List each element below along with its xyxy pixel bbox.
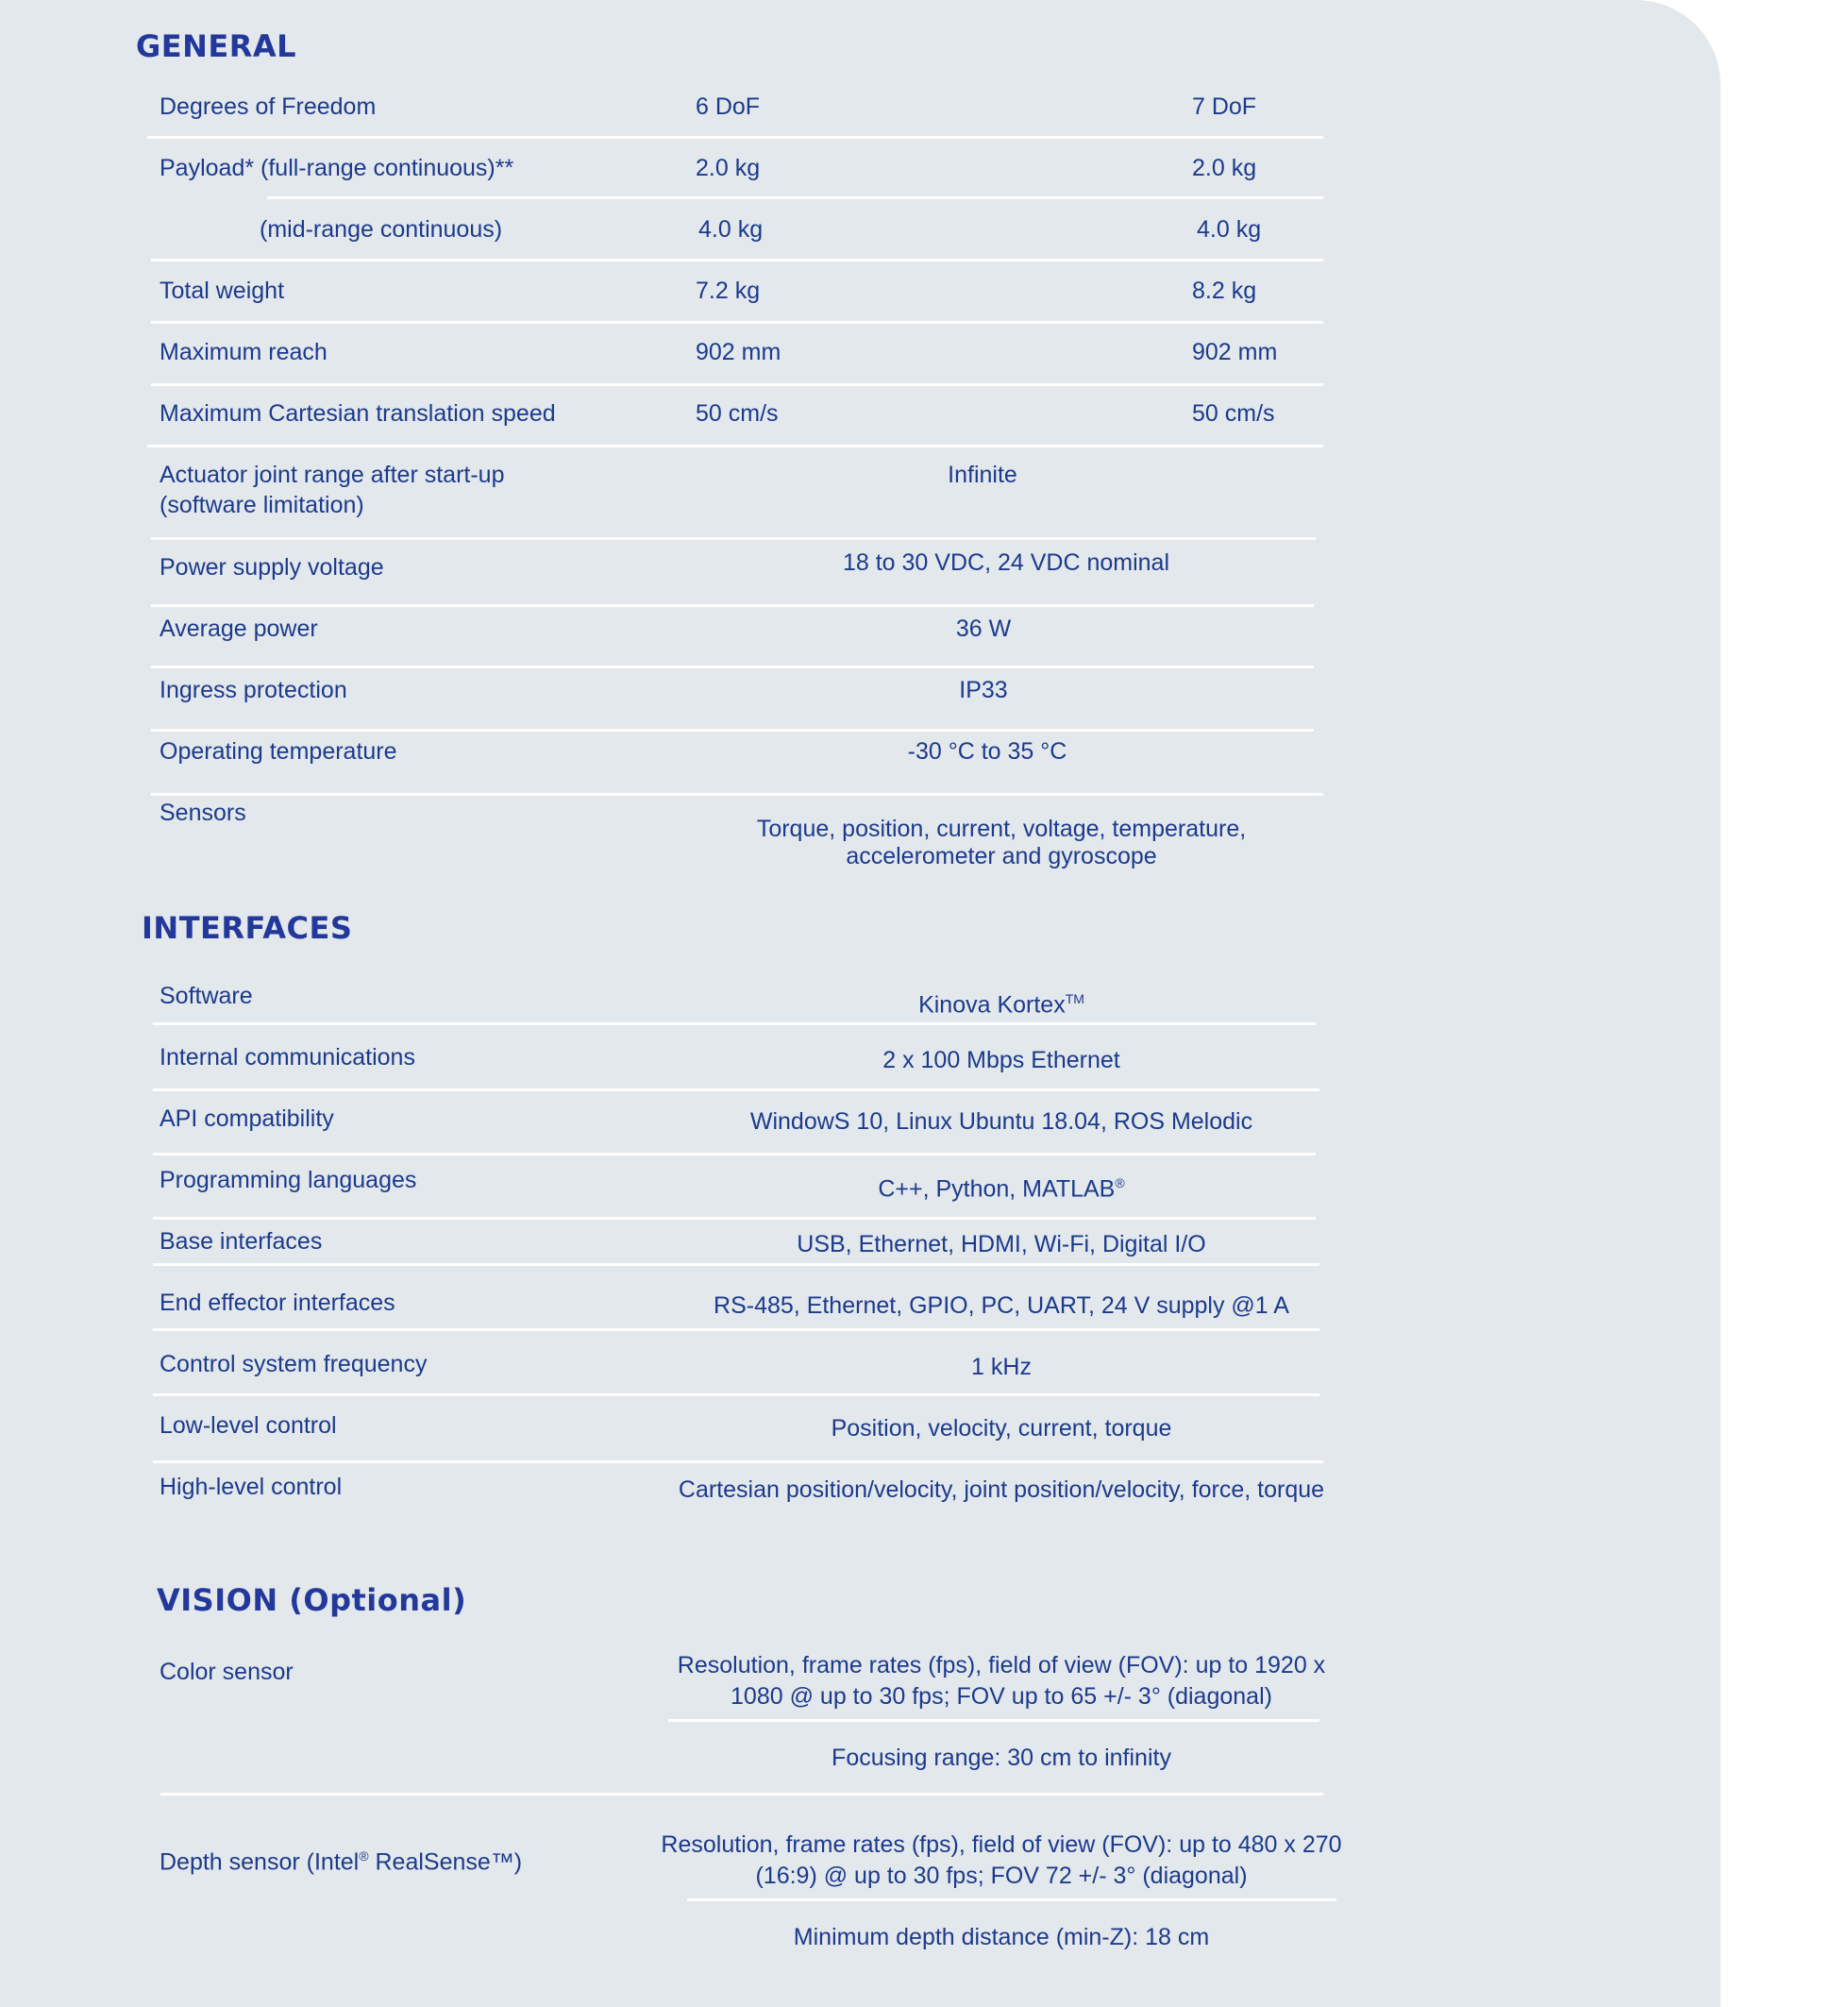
row-divider — [151, 537, 1316, 540]
spec-label: Operating temperature — [160, 738, 397, 765]
spec-value: Torque, position, current, voltage, temperature, — [756, 816, 1247, 842]
row-divider — [153, 1393, 1319, 1396]
spec-label: API compatibility — [160, 1105, 334, 1132]
spec-value-6dof: 4.0 kg — [698, 216, 764, 243]
spec-label: End effector interfaces — [160, 1290, 395, 1316]
row-divider — [147, 445, 1323, 447]
trademark-sup: TM — [1065, 991, 1084, 1006]
spec-label-text: RealSense™) — [368, 1848, 523, 1876]
spec-label: Internal communications — [160, 1044, 415, 1071]
row-divider — [153, 1460, 1323, 1463]
spec-label: Actuator joint range after start-up — [160, 462, 505, 488]
spec-value-7dof: 4.0 kg — [1197, 216, 1262, 243]
spec-value: IP33 — [959, 677, 1008, 703]
row-divider — [151, 383, 1323, 386]
row-divider — [687, 1898, 1336, 1901]
spec-label: (mid-range continuous) — [260, 216, 503, 243]
spec-value: -30 °C to 35 °C — [907, 738, 1067, 765]
section-heading-vision: VISION (Optional) — [157, 1582, 467, 1618]
section-heading-interfaces: INTERFACES — [142, 910, 353, 946]
row-divider — [151, 321, 1323, 324]
spec-value-text: C++, Python, MATLAB — [878, 1175, 1116, 1203]
spec-label: Power supply voltage — [160, 554, 384, 581]
spec-value-7dof: 902 mm — [1192, 339, 1278, 365]
spec-value: Infinite — [948, 462, 1017, 488]
spec-value: RS-485, Ethernet, GPIO, PC, UART, 24 V supply @1 A — [714, 1292, 1289, 1319]
spec-value-6dof: 2.0 kg — [696, 155, 761, 181]
spec-value: 36 W — [955, 616, 1012, 642]
spec-label: Payload* (full-range continuous)** — [160, 155, 514, 181]
spec-value-6dof: 7.2 kg — [696, 278, 761, 304]
spec-label: Maximum reach — [160, 339, 328, 365]
spec-value-7dof: 2.0 kg — [1192, 155, 1257, 181]
spec-label: Total weight — [160, 278, 285, 304]
row-divider — [151, 793, 1323, 796]
spec-label: Color sensor — [160, 1659, 294, 1685]
row-divider — [151, 604, 1314, 607]
spec-value: Resolution, frame rates (fps), field of view (FOV): up to 1920 x — [677, 1652, 1326, 1678]
row-divider — [153, 1328, 1319, 1331]
row-divider — [153, 1263, 1319, 1266]
row-divider — [147, 136, 1323, 139]
spec-value-text: Kinova Kortex — [918, 991, 1066, 1019]
spec-value: Focusing range: 30 cm to infinity — [832, 1745, 1171, 1771]
spec-value — [671, 1168, 1332, 1204]
spec-value-7dof: 50 cm/s — [1192, 400, 1275, 427]
spec-value: WindowS 10, Linux Ubuntu 18.04, ROS Melodic — [749, 1108, 1253, 1135]
row-divider — [153, 1217, 1316, 1220]
row-divider — [160, 1793, 1323, 1796]
section-heading-general: GENERAL — [136, 28, 297, 64]
row-divider — [153, 1022, 1316, 1025]
spec-value: Cartesian position/velocity, joint position/velocity, force, torque — [678, 1476, 1325, 1503]
spec-label: Average power — [160, 616, 318, 642]
spec-value: 1 kHz — [971, 1354, 1032, 1380]
spec-label: Control system frequency — [160, 1351, 428, 1377]
row-divider — [153, 1088, 1319, 1091]
spec-label: High-level control — [160, 1474, 343, 1500]
spec-value: (16:9) @ up to 30 fps; FOV 72 +/- 3° (diagonal) — [755, 1863, 1248, 1889]
row-divider — [267, 196, 1323, 199]
spec-label: Maximum Cartesian translation speed — [160, 400, 556, 427]
spec-value — [671, 984, 1332, 1020]
spec-label: Sensors — [160, 800, 246, 826]
spec-value-6dof: 50 cm/s — [696, 400, 779, 427]
spec-value-6dof: 6 DoF — [696, 93, 761, 120]
spec-value-7dof: 8.2 kg — [1192, 278, 1257, 304]
spec-label: Base interfaces — [160, 1228, 323, 1255]
row-divider — [151, 259, 1323, 261]
spec-value: Minimum depth distance (min-Z): 18 cm — [793, 1924, 1210, 1950]
spec-label: Software — [160, 983, 253, 1009]
spec-label: Programming languages — [160, 1167, 417, 1193]
row-divider — [151, 729, 1314, 732]
registered-sup: ® — [359, 1848, 369, 1864]
row-divider — [153, 1153, 1316, 1155]
spec-value-6dof: 902 mm — [696, 339, 781, 365]
spec-value-7dof: 7 DoF — [1192, 93, 1257, 120]
row-divider — [668, 1719, 1319, 1722]
spec-label: Ingress protection — [160, 677, 347, 703]
spec-label-text: Depth sensor (Intel — [160, 1848, 360, 1876]
spec-value: 18 to 30 VDC, 24 VDC nominal — [842, 549, 1169, 576]
spec-value: 2 x 100 Mbps Ethernet — [882, 1047, 1120, 1073]
spec-label: (software limitation) — [160, 492, 364, 518]
spec-value: accelerometer and gyroscope — [846, 843, 1157, 869]
spec-label: Low-level control — [160, 1412, 337, 1439]
spec-value: USB, Ethernet, HDMI, Wi-Fi, Digital I/O — [797, 1231, 1206, 1257]
spec-label: Degrees of Freedom — [160, 93, 377, 120]
registered-sup: ® — [1115, 1175, 1125, 1190]
row-divider — [151, 666, 1314, 668]
spec-value: Resolution, frame rates (fps), field of view (FOV): up to 480 x 270 — [661, 1831, 1342, 1858]
spec-value: 1080 @ up to 30 fps; FOV up to 65 +/- 3° (diagonal) — [731, 1683, 1272, 1710]
spec-value: Position, velocity, current, torque — [831, 1415, 1172, 1442]
spec-label — [160, 1841, 522, 1877]
